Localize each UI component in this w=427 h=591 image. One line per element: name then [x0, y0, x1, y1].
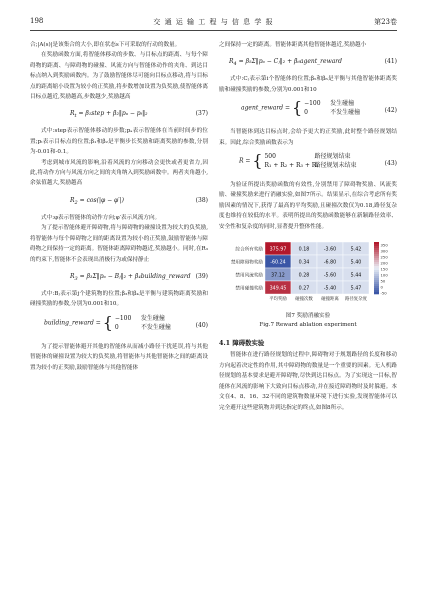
- colorbar-segment: [374, 254, 379, 256]
- equation-40: [30, 313, 208, 339]
- paragraph: 之间保持一定的距离。智能体距离其他智能体越近,奖励越小: [219, 42, 367, 48]
- colorbar-segment: [374, 270, 379, 272]
- case-condition: 不发生碰撞: [140, 323, 171, 331]
- eq-body: = β₁step + β₂‖pₐ − pₜ‖₂: [78, 110, 148, 118]
- column-label: 碰撞距离: [321, 297, 339, 303]
- equation-38: [30, 192, 208, 210]
- colorbar-tick: -50: [380, 290, 387, 296]
- case-value: R₁ + R₂ + R₃ + R₄: [264, 162, 319, 170]
- page-number: 198: [30, 17, 44, 25]
- paragraph: 合;|A(s)|是该集合的大小,即在状态s下可采取的行动的数量。: [30, 42, 181, 48]
- equation-37: [30, 105, 208, 123]
- colorbar-segment: [374, 284, 379, 286]
- equation-number: (41): [384, 58, 397, 66]
- case-value: −100: [114, 314, 132, 322]
- colorbar-segment: [374, 258, 379, 260]
- equation-39: [30, 268, 208, 286]
- case-condition: 路径规划未结束: [314, 162, 357, 170]
- case-value: 0: [304, 109, 308, 117]
- colorbar-segment: [374, 250, 379, 252]
- case-value: −100: [304, 100, 321, 108]
- eq-lhs: building_reward =: [44, 319, 101, 327]
- colorbar-segment: [374, 280, 379, 282]
- eq-lhs-sub: t: [74, 113, 77, 120]
- row-label: 禁用障碍物奖励: [230, 260, 263, 266]
- colorbar-tick: 350: [380, 242, 388, 248]
- cell-value-label: 349.45: [269, 286, 287, 292]
- figure-caption-cn: 图7 奖励消融实验: [285, 313, 331, 320]
- colorbar-segment: [374, 260, 379, 262]
- colorbar-segment: [374, 272, 379, 274]
- paragraph: 式中:step表示智能体移动的步数;pₐ表示智能体在当前时间步的位置;pₜ表示目标点的位置;β₁和β₂是平衡步长奖励和距离奖励的参数,分别为-0.01和-0.1。: [30, 128, 208, 156]
- paragraph: 式中:Bⱼ表示第j个建筑物的位置;β₃和β₄是平衡与建筑物距离奖励和碰撞奖励的参数,分别为0.001和10。: [30, 290, 208, 308]
- eq-lhs: R =: [239, 157, 251, 165]
- colorbar-tick: 100: [380, 272, 388, 278]
- equation-number: (42): [384, 107, 397, 115]
- paragraph: 式中:φ表示智能体的动作方向;φ′表示风流方向。: [41, 214, 161, 221]
- equation-number: (38): [195, 196, 208, 204]
- cell-value-label: 5.47: [350, 286, 362, 292]
- eq-body: = β₅Σ‖pₐ − Cⱼ‖₂ + β₆agent_reward: [238, 58, 343, 66]
- journal-title: 交 通 运 输 工 程 与 信 息 学 报: [153, 18, 274, 26]
- left-column: [30, 40, 208, 373]
- eq-lhs: R: [70, 272, 75, 280]
- colorbar-segment: [374, 274, 379, 276]
- eq-lhs: R: [70, 196, 75, 204]
- brace-glyph: {: [252, 151, 263, 171]
- row-label: 禁用碰撞奖励: [235, 286, 263, 292]
- colorbar-segment: [374, 264, 379, 266]
- colorbar-segment: [374, 242, 379, 244]
- colorbar-segment: [374, 248, 379, 250]
- case-condition: 路径规划结束: [314, 153, 351, 161]
- cell-value-label: -6.80: [323, 260, 337, 266]
- ablation-heatmap: [219, 238, 397, 312]
- case-condition: 发生碰撞: [330, 100, 355, 108]
- column-label: 路径复杂度: [345, 297, 367, 303]
- cell-value-label: 375.97: [269, 247, 287, 253]
- eq-lhs-sub: 2: [74, 200, 78, 207]
- paragraph: 智能体在进行路径规划的过程中,障碍物对于规划路径的长度和移动方向起着决定性的作用,其中障碍物的数量是一个重要的因素。无人机路径规划的基本要求是避开障碍物,尽快到达目标点。为了实现这一目标,智能体在风流的影响下大致向目标点移动,并在接近障碍物时及时躲避。本文在4、8、16、32不同的建筑物数量环境下进行实验,发现智能体可以完全避开这些建筑物并到达指定的终点,如图8所示。: [219, 352, 397, 411]
- equation-number: (37): [195, 110, 208, 118]
- cell-value-label: -60.24: [270, 260, 286, 266]
- colorbar-segment: [374, 268, 379, 270]
- equation-43: [219, 151, 397, 177]
- colorbar-tick: 0: [380, 284, 383, 290]
- eq-lhs-sub: 4: [233, 61, 237, 68]
- colorbar-segment: [374, 244, 379, 246]
- cell-value-label: 0.34: [298, 260, 310, 266]
- cell-value-label: 5.44: [350, 273, 362, 279]
- cell-value-label: 0.28: [298, 273, 310, 279]
- cell-value-label: -3.60: [323, 247, 337, 253]
- eq-lhs: R: [229, 58, 234, 66]
- cell-value-label: 5.40: [350, 260, 362, 266]
- figure-7: [219, 238, 397, 330]
- equation-41: [219, 53, 397, 71]
- colorbar-segment: [374, 262, 379, 264]
- right-column: [219, 40, 397, 413]
- paragraph: 为了提示智能体避开其他的智能体从而减小路径干扰延误,将与其他智能体的碰撞设置为较大的负奖励,将智能体与其他智能体之间的距离设置为较小的正奖励,鼓励智能体与其他智能体: [30, 343, 208, 371]
- colorbar-segment: [374, 290, 379, 292]
- figure-caption-en: Fig.7 Reward ablation experiment: [259, 322, 357, 329]
- column-label: 碰撞次数: [295, 297, 313, 303]
- equation-number: (43): [384, 160, 397, 168]
- colorbar-segment: [374, 278, 379, 280]
- column-label: 平均奖励: [269, 297, 287, 303]
- eq-body: = β₃Σ‖pₐ − Bⱼ‖₂ + β₄building_reward: [79, 272, 191, 280]
- colorbar-segment: [374, 256, 379, 258]
- case-condition: 不发生碰撞: [330, 109, 361, 117]
- colorbar-segment: [374, 252, 379, 254]
- eq-lhs: R: [70, 110, 75, 118]
- colorbar-tick: 50: [380, 278, 386, 284]
- cell-value-label: 0.27: [298, 286, 310, 292]
- row-label: 综合所有奖励: [235, 247, 263, 253]
- colorbar-segment: [374, 246, 379, 248]
- colorbar-tick: 200: [380, 260, 388, 266]
- colorbar-tick: 250: [380, 254, 388, 260]
- case-condition: 发生碰撞: [140, 314, 165, 322]
- cell-value-label: 37.12: [271, 273, 285, 279]
- cell-value-label: -5.60: [323, 273, 337, 279]
- row-label: 禁用风流奖励: [235, 273, 263, 279]
- section-heading: 4.1 障碍数实验: [219, 339, 265, 348]
- eq-body: = cos(|φ − φ′|): [79, 196, 124, 204]
- colorbar-segment: [374, 266, 379, 268]
- paragraph: 考虑到城市风流的影响,沿着风流的方向移动会更快或者更省力,因此,将动作方向与风流方向之间的夹角纳入到奖励函数中。两者夹角越小,余弦值越大,奖励越高: [30, 159, 208, 187]
- paragraph: 为了提示智能体避开障碍物,将与障碍物的碰撞设置为较大的负奖励,将智能体与每个障碍物之间的距离设置为较小的正奖励,鼓励智能体与障碍物之间保持一定的距离。智能体距离障碍物越近,奖励越小。同时,在R₃的约束下,智能体不会表现出消极行为或保持静止: [30, 225, 208, 263]
- colorbar-segment: [374, 282, 379, 284]
- paragraph: 为验证所提出奖励函数的有效性,分别禁用了障碍物奖励、风流奖励、碰撞奖励来进行消融实验,如图7所示。结果显示,在综合考虑所有奖励因素的情况下,获得了最高的平均奖励,且碰撞次数仅为0.18,路径复杂度也维持在较低的水平。表明所提出的奖励函数能够在新颖路径效率、安全性和复杂度的同时,显著提升整体性能。: [219, 182, 397, 230]
- colorbar-tick: 300: [380, 248, 388, 254]
- equation-number: (40): [195, 321, 208, 329]
- colorbar-tick: 150: [380, 266, 388, 272]
- case-value: 0: [114, 323, 119, 331]
- colorbar-segment: [374, 276, 379, 278]
- paragraph: 在奖励函数方面,将智能体移动的步数、与目标点的距离、与每个障碍物的距离、与障碍物的碰撞、风流方向与智能体动作的夹角、到达目标点纳入到奖励函数内。为了鼓励智能体尽可能向目标点移动,将与目标点的距离缩小设置为较小的正奖励,将步数增加设置为负奖励,使智能体离目标点越近,奖励越高,步数越少,奖励越高: [30, 52, 208, 101]
- paragraph: 当智能体到达目标点时,会给予更大的正奖励,此时整个路径规划结束。因此,综合奖励函数表示为: [219, 129, 397, 146]
- equation-42: [219, 98, 397, 124]
- case-value: 500: [264, 153, 276, 161]
- brace-glyph: {: [291, 98, 303, 118]
- colorbar-segment: [374, 286, 379, 288]
- heatmap-svg: [219, 238, 397, 312]
- brace-glyph: {: [102, 312, 113, 332]
- cell-value-label: 5.42: [350, 247, 362, 253]
- running-header: [30, 14, 397, 31]
- volume-label: 第23卷: [374, 18, 397, 26]
- colorbar-segment: [374, 292, 379, 294]
- eq-lhs: agent_reward =: [241, 104, 291, 112]
- equation-number: (39): [195, 272, 208, 280]
- paragraph: 式中:Cⱼ表示第i个智能体的位置;β₅和β₆是平衡与其他智能体距离奖励和碰撞奖励的参数,分别为0.001和10: [219, 76, 397, 93]
- cell-value-label: -5.40: [323, 286, 337, 292]
- cell-value-label: 0.18: [298, 247, 310, 253]
- eq-lhs-sub: 3: [74, 276, 78, 283]
- colorbar-segment: [374, 288, 379, 290]
